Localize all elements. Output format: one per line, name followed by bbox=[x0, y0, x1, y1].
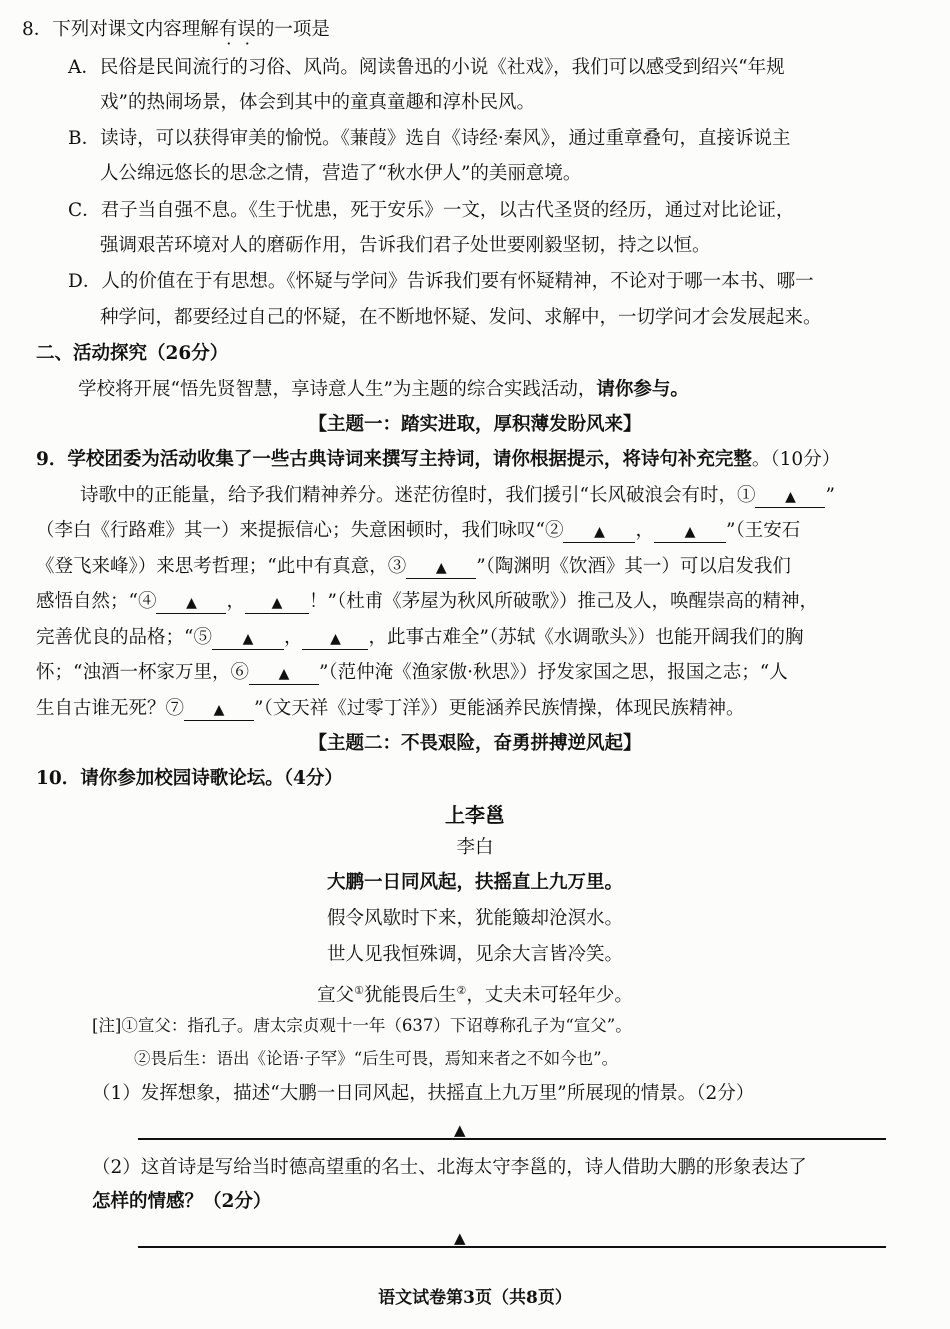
answer-blank-5a[interactable]: ▲ bbox=[212, 628, 284, 650]
q9-line6: 怀；“浊酒一杯家万里，⑥ ▲ ”（范仲淹《渔家傲·秋思》）抒发家国之思，报国之志；“人 bbox=[36, 662, 788, 683]
answer-blank-2a[interactable]: ▲ bbox=[563, 521, 635, 543]
answer-blank-1[interactable]: ▲ bbox=[755, 486, 825, 508]
poem-line-3: 世人见我恒殊调，见余大言皆冷笑。 bbox=[326, 944, 623, 965]
q10-sub2-line2: 怎样的情感？（2分） bbox=[92, 1191, 272, 1212]
answer-line-2[interactable] bbox=[138, 1246, 886, 1248]
answer-mark-1: ▲ bbox=[454, 1121, 466, 1139]
answer-blank-4a[interactable]: ▲ bbox=[156, 592, 226, 614]
theme1-title: 【主题一：踏实进取，厚积薄发盼风来】 bbox=[308, 414, 642, 435]
theme2-title: 【主题二：不畏艰险，奋勇拼搏逆风起】 bbox=[308, 733, 642, 754]
q8-option-b-line1: B．读诗，可以获得审美的愉悦。《蒹葭》选自《诗经·秦风》，通过重章叠句，直接诉说主 bbox=[68, 128, 791, 149]
poem-line-1: 大鹏一日同风起，扶摇直上九万里。 bbox=[326, 872, 623, 893]
q8-option-a-line2: 戏”的热闹场景，体会到其中的童真童趣和淳朴民风。 bbox=[100, 92, 535, 113]
section-intro: 学校将开展“悟先贤智慧，享诗意人生”为主题的综合实践活动，请你参与。 bbox=[78, 379, 689, 400]
q9-line1: 诗歌中的正能量，给予我们精神养分。迷茫彷徨时，我们援引“长风破浪会有时，① ▲ ” bbox=[80, 485, 835, 506]
poem-author: 李白 bbox=[456, 837, 494, 858]
answer-blank-7[interactable]: ▲ bbox=[184, 699, 254, 721]
q9-line4: 感悟自然；“④ ▲ ， ▲ ！”（杜甫《茅屋为秋风所破歌》）推己及人，唤醒崇高的精神， bbox=[36, 591, 818, 612]
q8-option-a-line1: A．民俗是民间流行的习俗、风尚。阅读鲁迅的小说《社戏》，我们可以感受到绍兴“年规 bbox=[68, 57, 785, 78]
answer-blank-4b[interactable]: ▲ bbox=[245, 592, 309, 614]
q8-option-c-line1: C．君子当自强不息。《生于忧患，死于安乐》一文，以古代圣贤的经历，通过对比论证， bbox=[68, 200, 795, 221]
q8-stem: 8．下列对课文内容理解有误的一项是 bbox=[22, 19, 330, 40]
answer-blank-5b[interactable]: ▲ bbox=[302, 628, 368, 650]
q9-line7: 生自古谁无死？⑦ ▲ ”（文天祥《过零丁洋》）更能涵养民族情操，体现民族精神。 bbox=[36, 698, 745, 719]
q9-stem: 9．学校团委为活动收集了一些古典诗词来撰写主持词，请你根据提示，将诗句补充完整。（10分） bbox=[36, 449, 841, 470]
q9-line5: 完善优良的品格；“⑤ ▲ ， ▲ ，此事古难全”（苏轼《水调歌头》）也能开阔我们的胸 bbox=[36, 627, 804, 648]
page-footer: 语文试卷第3页（共8页） bbox=[378, 1288, 572, 1308]
q10-sub1: （1）发挥想象，描述“大鹏一日同风起，扶摇直上九万里”所展现的情景。（2分） bbox=[92, 1083, 755, 1104]
answer-mark-2: ▲ bbox=[454, 1229, 466, 1247]
q9-line3: 《登飞来峰》）来思考哲理；“此中有真意，③ ▲ ”（陶渊明《饮酒》其一）可以启发我们 bbox=[36, 556, 791, 577]
poem-title: 上李邕 bbox=[445, 803, 505, 827]
answer-blank-2b[interactable]: ▲ bbox=[654, 521, 726, 543]
q8-option-d-line1: D．人的价值在于有思想。《怀疑与学问》告诉我们要有怀疑精神，不论对于哪一本书、哪一 bbox=[68, 271, 814, 292]
poem-line-2: 假令风歇时下来，犹能簸却沧溟水。 bbox=[326, 908, 623, 929]
q9-line2: （李白《行路难》其一）来提振信心；失意困顿时，我们咏叹“② ▲ ， ▲ ”（王安石 bbox=[36, 520, 801, 541]
q8-option-b-line2: 人公绵远悠长的思念之情，营造了“秋水伊人”的美丽意境。 bbox=[100, 163, 582, 184]
answer-blank-6[interactable]: ▲ bbox=[249, 663, 319, 685]
answer-line-1[interactable] bbox=[138, 1138, 886, 1140]
poem-note-1: [注]①宣父：指孔子。唐太宗贞观十一年（637）下诏尊称孔子为“宣父”。 bbox=[92, 1016, 632, 1035]
section-heading: 二、活动探究（26分） bbox=[36, 343, 229, 364]
q8-option-d-line2: 种学问，都要经过自己的怀疑，在不断地怀疑、发问、求解中，一切学问才会发展起来。 bbox=[100, 307, 822, 328]
q10-stem: 10．请你参加校园诗歌论坛。（4分） bbox=[36, 768, 343, 789]
poem-line-4: 宣父①犹能畏后生②，丈夫未可轻年少。 bbox=[317, 984, 633, 1007]
answer-blank-3[interactable]: ▲ bbox=[406, 557, 476, 579]
poem-note-2: ②畏后生：语出《论语·子罕》“后生可畏，焉知来者之不如今也”。 bbox=[134, 1049, 619, 1068]
q10-sub2-line1: （2）这首诗是写给当时德高望重的名士、北海太守李邕的，诗人借助大鹏的形象表达了 bbox=[92, 1157, 807, 1178]
q8-option-c-line2: 强调艰苦环境对人的磨砺作用，告诉我们君子处世要刚毅坚韧，持之以恒。 bbox=[100, 235, 711, 256]
